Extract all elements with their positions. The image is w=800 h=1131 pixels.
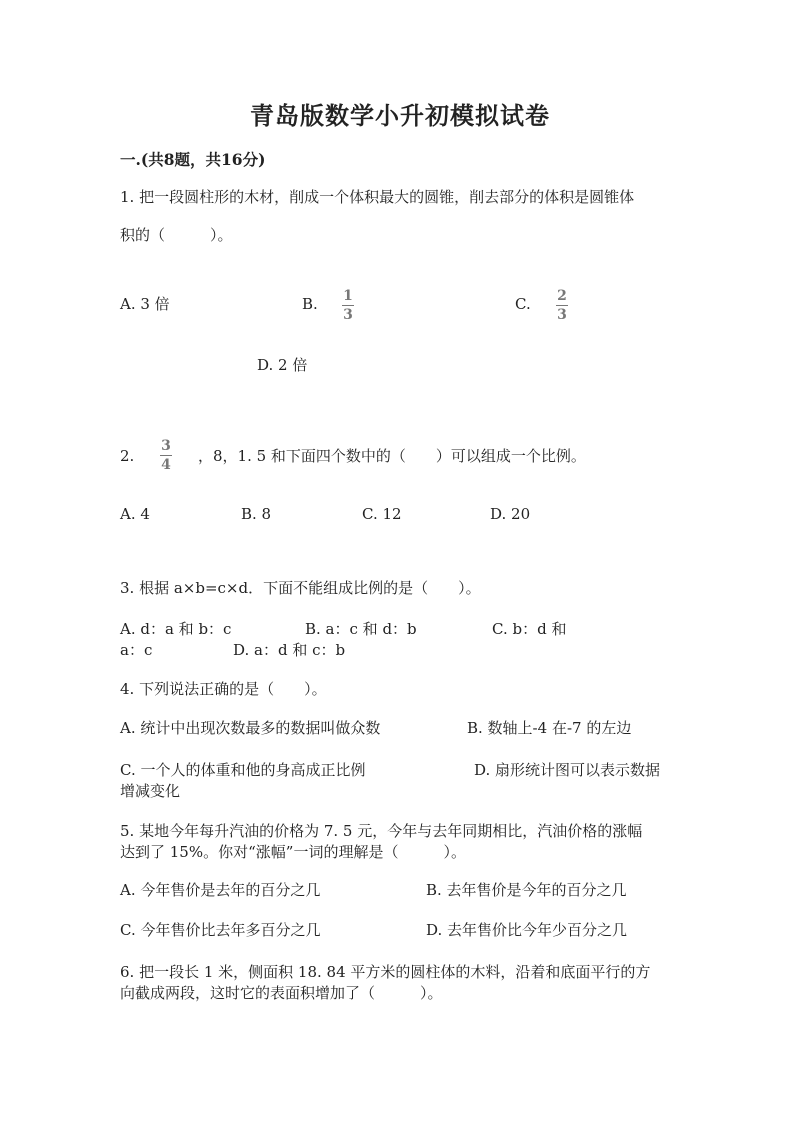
q4-option-c: C. 一个人的体重和他的身高成正比例: [120, 761, 366, 779]
fraction-bar: [342, 305, 354, 306]
q5-option-c: C. 今年售价比去年多百分之几: [120, 921, 321, 939]
q4-option-d-line1: D. 扇形统计图可以表示数据: [474, 761, 661, 779]
q5-stem-line2: 达到了 15%。你对“涨幅”一词的理解是（ ）。: [120, 843, 466, 861]
q2-denominator: 4: [161, 457, 171, 474]
q1-option-a: A. 3 倍: [120, 295, 170, 313]
q3-stem: 3. 根据 a×b=c×d．下面不能组成比例的是（ ）。: [120, 579, 481, 597]
q3-option-a: A. d：a 和 b：c: [120, 620, 232, 638]
q1-option-c-fraction: [556, 288, 568, 323]
q2-option-c: C. 12: [362, 505, 402, 523]
q2-stem: ，8，1. 5 和下面四个数中的（ ）可以组成一个比例。: [198, 447, 586, 465]
q2-fraction: [160, 438, 172, 473]
q4-stem: 4. 下列说法正确的是（ ）。: [120, 680, 327, 698]
q5-option-d: D. 去年售价比今年少百分之几: [426, 921, 628, 939]
q1-option-d: D. 2 倍: [257, 356, 308, 374]
q2-option-a: A. 4: [120, 505, 150, 523]
q3-option-d: D. a：d 和 c：b: [233, 641, 346, 659]
q4-option-a: A. 统计中出现次数最多的数据叫做众数: [120, 719, 381, 737]
q2-number: 2.: [120, 447, 135, 465]
q2-option-d: D. 20: [490, 505, 531, 523]
section-heading: 一.(共8题，共16分): [120, 150, 266, 169]
q1-option-b-numerator: 1: [343, 288, 353, 304]
q5-option-a: A. 今年售价是去年的百分之几: [120, 881, 321, 899]
q1-option-b-fraction: [342, 288, 354, 323]
q1-stem-line1: 1. 把一段圆柱形的木材，削成一个体积最大的圆锥，削去部分的体积是圆锥体: [120, 188, 635, 206]
q2-option-b: B. 8: [241, 505, 272, 523]
q1-option-c-label: C.: [515, 295, 531, 313]
q1-option-c-denominator: 3: [557, 307, 567, 324]
q4-option-d-line2: 增减变化: [120, 782, 181, 800]
q2-numerator: 3: [161, 438, 171, 454]
fraction-bar: [556, 305, 568, 306]
q1-stem-line2: 积的（ ）。: [120, 226, 233, 244]
q5-stem-line1: 5. 某地今年每升汽油的价格为 7. 5 元，今年与去年同期相比，汽油价格的涨幅: [120, 822, 643, 840]
q4-option-b: B. 数轴上-4 在-7 的左边: [467, 719, 632, 737]
fraction-bar: [160, 455, 172, 456]
q1-option-b-label: B.: [302, 295, 318, 313]
q6-stem-line1: 6. 把一段长 1 米，侧面积 18. 84 平方米的圆柱体的木料，沿着和底面平行的方: [120, 963, 651, 981]
q3-option-c-line2: a：c: [120, 641, 153, 659]
q5-option-b: B. 去年售价是今年的百分之几: [426, 881, 627, 899]
q6-stem-line2: 向截成两段，这时它的表面积增加了（ ）。: [120, 984, 443, 1002]
q1-option-b-denominator: 3: [343, 307, 353, 324]
page-title: 青岛版数学小升初模拟试卷: [250, 101, 550, 130]
q1-option-c-numerator: 2: [557, 288, 567, 304]
q3-option-c-line1: C. b：d 和: [492, 620, 567, 638]
q3-option-b: B. a：c 和 d：b: [305, 620, 417, 638]
